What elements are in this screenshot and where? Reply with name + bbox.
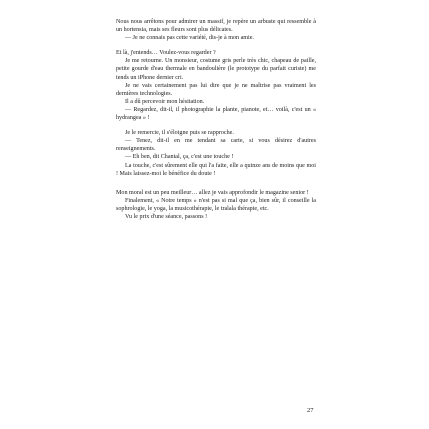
paragraph: Je ne vais certainement pas lui dire que je ne maîtrise pas vraiment les dernières technologies. xyxy=(116,82,316,97)
paragraph: Vu le prix d'une séance, passons ! xyxy=(125,213,208,220)
paragraph: La touche, c'est sûrement elle qui l'a faite, elle a quinze ans de moins que moi ! Mais laissez-moi le bénéfice du doute ! xyxy=(116,162,316,177)
dialogue-line: — Regardez, dit-il, il photographie la plante, pianote, et… voilà, c'est un « hydrangea » ! xyxy=(116,106,316,122)
paragraph: Il a dû percevoir mon hésitation. xyxy=(125,98,205,105)
paragraph: Et là, j'entends… Voulez-vous regarder ? xyxy=(116,50,216,57)
page-body xyxy=(116,18,316,221)
dialogue-line: — Eh ben, dit Chantal, ça, c'est une touche ! xyxy=(125,154,234,161)
paragraph: Je le remercie, il s'éloigne puis se rapproche. xyxy=(125,130,234,137)
page-number: 27 xyxy=(307,407,314,414)
dialogue-line: — Tenez, dit-il en me tendant sa carte, si vous désirez d'autres renseignements. xyxy=(116,138,316,153)
paragraph: Mon moral est un peu meilleur… allez je vais approfondir le magazine senior ! xyxy=(116,189,309,196)
paragraph: Je me retourne. Un monsieur, costume gris perle très chic, chapeau de paille, petite gourde d'eau thermale en bandoulière (le prototype du parfait curiste) me tends un iPhone dernier cri. xyxy=(116,58,316,81)
paragraph: Nous nous arrêtons pour admirer un massif, je repère un arbuste qui ressemble à un hortensia, mais ses fleurs sont plus délicates. xyxy=(116,19,316,34)
dialogue-line: — Je ne connais pas cette variété, dis-je à mon amie. xyxy=(125,35,254,42)
paragraph: Finalement, « Notre temps » n'est pas si mal que ça, bien sûr, il conseille la sophrologie, le yoga, la musicothérapie, le tralala thérapie, etc. xyxy=(116,197,316,212)
